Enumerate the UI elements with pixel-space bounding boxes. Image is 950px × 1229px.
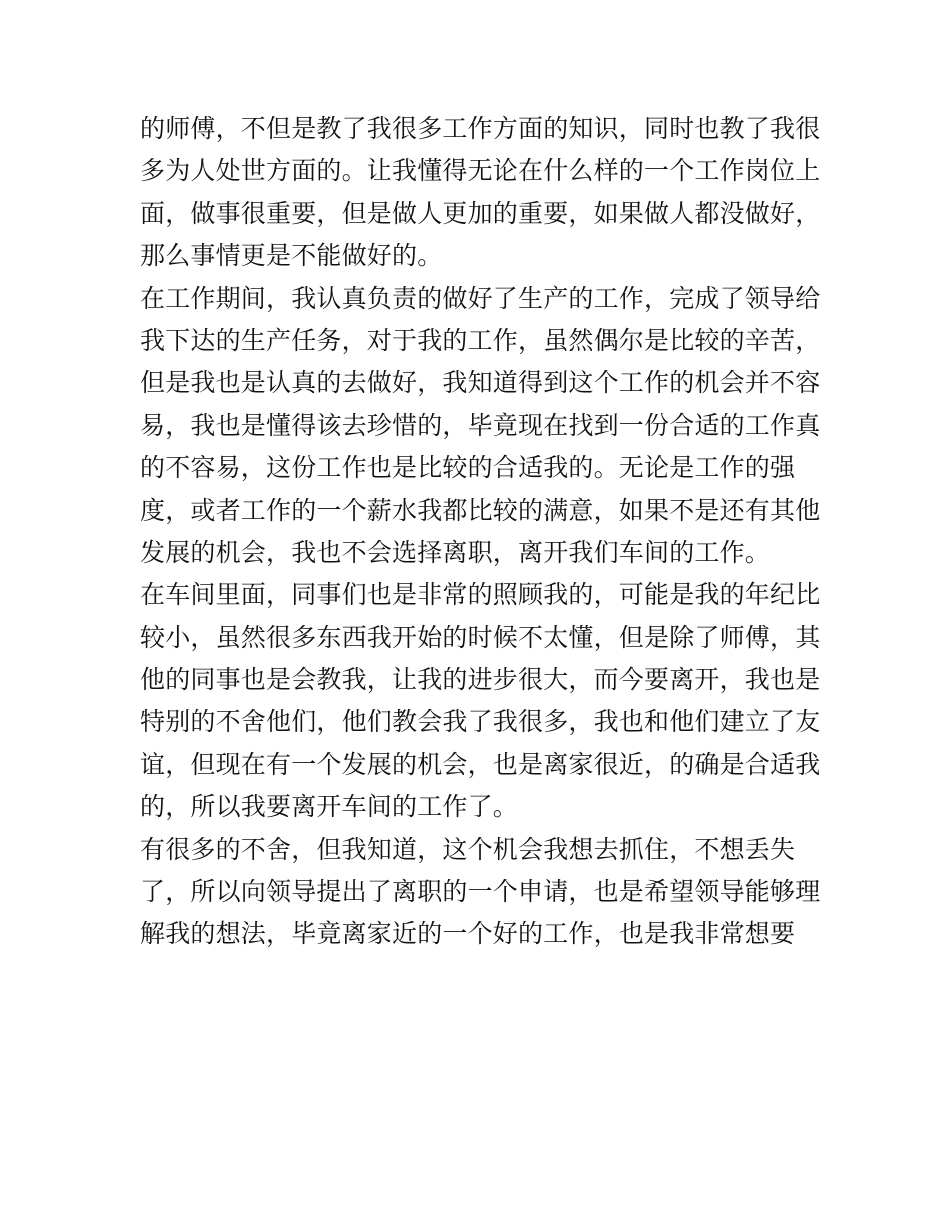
text-line: 了，所以向领导提出了离职的一个申请，也是希望领导能够理: [140, 877, 821, 907]
text-line: 较小，虽然很多东西我开始的时候不太懂，但是除了师傅，其: [140, 622, 821, 652]
text-line: 他的同事也是会教我，让我的进步很大，而今要离开，我也是: [140, 665, 821, 695]
text-line: 多为人处世方面的。让我懂得无论在什么样的一个工作岗位上: [140, 156, 821, 186]
text-line: 谊，但现在有一个发展的机会，也是离家很近，的确是合适我: [140, 749, 821, 779]
text-line: 的师傅，不但是教了我很多工作方面的知识，同时也教了我很: [140, 114, 821, 143]
text-line: 易，我也是懂得该去珍惜的，毕竟现在找到一份合适的工作真: [140, 410, 821, 440]
text-line: 有很多的不舍，但我知道，这个机会我想去抓住，不想丢失: [140, 834, 796, 864]
text-line: 但是我也是认真的去做好，我知道得到这个工作的机会并不容: [140, 368, 821, 398]
text-line: 那么事情更是不能做好的。: [140, 241, 443, 271]
text-line: 在工作期间，我认真负责的做好了生产的工作，完成了领导给: [140, 283, 821, 313]
text-line: 我下达的生产任务，对于我的工作，虽然偶尔是比较的辛苦，: [140, 325, 821, 355]
text-line: 解我的想法，毕竟离家近的一个好的工作，也是我非常想要: [140, 919, 796, 949]
text-line: 度，或者工作的一个薪水我都比较的满意，如果不是还有其他: [140, 495, 821, 525]
document-body-text: [140, 108, 820, 956]
text-line: 在车间里面，同事们也是非常的照顾我的，可能是我的年纪比: [140, 580, 821, 610]
text-line: 面，做事很重要，但是做人更加的重要，如果做人都没做好，: [140, 198, 821, 228]
text-line: 的，所以我要离开车间的工作了。: [140, 792, 519, 822]
text-line: 的不容易，这份工作也是比较的合适我的。无论是工作的强: [140, 453, 796, 483]
text-line: 特别的不舍他们，他们教会我了我很多，我也和他们建立了友: [140, 707, 821, 737]
text-line: 发展的机会，我也不会选择离职，离开我们车间的工作。: [140, 537, 771, 567]
